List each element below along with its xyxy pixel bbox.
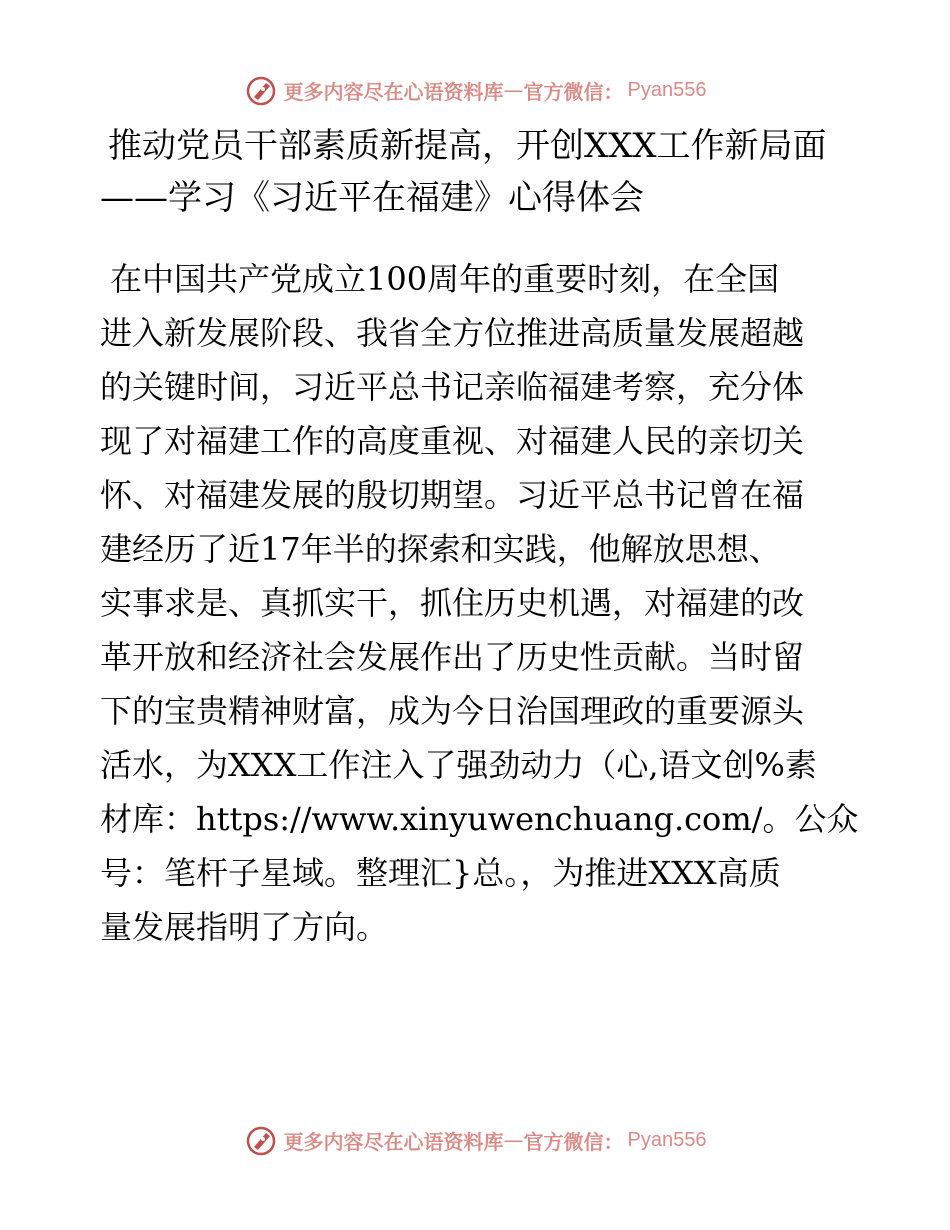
body-line: 革开放和经济社会发展作出了历史性贡献。当时留	[100, 638, 805, 676]
body-line: 建经历了近17年半的探索和实践，他解放思想、	[100, 530, 781, 568]
banner-wechat-id: Pyan556	[627, 1128, 707, 1151]
banner-wechat-label: 官方微信：	[523, 1129, 624, 1154]
banner-text: 更多内容尽在心语资料库	[283, 1129, 504, 1154]
body-line: 进入新发展阶段、我省全方位推进高质量发展超越	[100, 314, 805, 352]
body-line: 实事求是、真抓实干，抓住历史机遇，对福建的改	[100, 584, 805, 622]
body-line: 现了对福建工作的高度重视、对福建人民的亲切关	[100, 422, 805, 460]
banner-separator: —	[503, 78, 524, 102]
body-line: 的关键时间，习近平总书记亲临福建考察，充分体	[100, 368, 805, 406]
banner-wechat-label: 官方微信：	[523, 79, 624, 104]
title-line-2: ——学习《习近平在福建》心得体会	[100, 178, 644, 218]
pen-nib-logo-icon	[244, 73, 278, 107]
banner-wechat-id: Pyan556	[627, 78, 707, 101]
banner-text: 更多内容尽在心语资料库	[283, 79, 504, 104]
body-line: 下的宝贵精神财富，成为今日治国理政的重要源头	[100, 692, 805, 730]
pen-nib-logo-icon	[244, 1123, 278, 1157]
footer-watermark-banner	[0, 1120, 950, 1160]
document-title	[100, 120, 860, 224]
banner-separator: —	[503, 1128, 524, 1152]
header-watermark-banner	[0, 70, 950, 110]
body-line: 量发展指明了方向。	[100, 908, 389, 946]
body-line: 材库：https://www.xinyuwenchuang.com/。公众	[100, 800, 859, 838]
title-line-1: 推动党员干部素质新提高，开创XXX工作新局面	[108, 126, 827, 166]
body-line: 怀、对福建发展的殷切期望。习近平总书记曾在福	[100, 476, 805, 514]
body-paragraph	[100, 252, 859, 954]
body-line: 号：笔杆子星域。整理汇}总。，为推进XXX高质	[100, 854, 781, 892]
body-line: 活水，为XXX工作注入了强劲动力（心,语文创%素	[100, 746, 817, 784]
body-line: 在中国共产党成立100周年的重要时刻，在全国	[110, 260, 780, 298]
